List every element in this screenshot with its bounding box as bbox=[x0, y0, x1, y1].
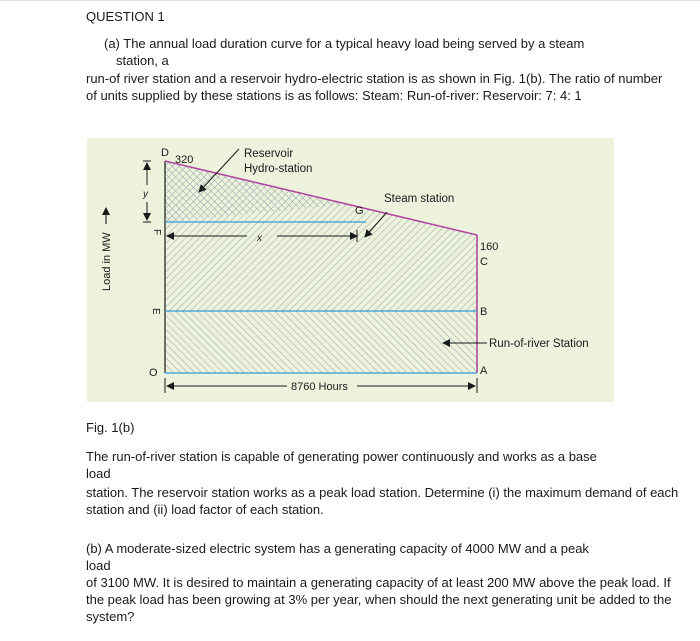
part-a-line1: (a) The annual load duration curve for a typical heavy load being served by a steam bbox=[104, 36, 585, 51]
peak-value-label: 320 bbox=[175, 154, 194, 166]
point-a-label: A bbox=[480, 365, 488, 377]
top-border bbox=[0, 0, 700, 1]
point-e-label: E bbox=[150, 308, 161, 315]
reservoir-label-line1: Reservoir bbox=[244, 148, 294, 160]
part-a-body: run-of river station and a reservoir hydro-electric station is as shown in Fig. 1(b). The ratio of number of units supplied by these stations is as follows: Steam: Run-of-river: Reservoir: 7: 4: 1 bbox=[86, 71, 663, 103]
point-d-label: D bbox=[161, 147, 169, 159]
part-a-line2: station, a bbox=[116, 53, 169, 68]
x-symbol: x bbox=[257, 233, 262, 244]
y-axis-label: Load in MW bbox=[101, 232, 113, 291]
run-of-river-paragraph-line1: The run-of-river station is capable of generating power continuously and works as a base bbox=[86, 449, 597, 464]
part-b-line1: (b) A moderate-sized electric system has a generating capacity of 4000 MW and a peak bbox=[86, 541, 589, 556]
point-g-label: G bbox=[355, 205, 364, 217]
question-title: QUESTION 1 bbox=[86, 9, 165, 24]
run-of-river-label: Run-of-river Station bbox=[489, 338, 589, 350]
run-of-river-paragraph-line2: load bbox=[86, 466, 111, 481]
point-c-label: C bbox=[480, 256, 488, 268]
part-b-line2: load bbox=[86, 558, 111, 573]
run-of-river-region bbox=[165, 311, 477, 373]
end-value-label: 160 bbox=[480, 241, 499, 253]
figure-caption: Fig. 1(b) bbox=[86, 420, 135, 435]
hours-label: 8760 Hours bbox=[291, 381, 348, 393]
point-f-label: F bbox=[151, 229, 162, 236]
point-o-label: O bbox=[149, 367, 158, 379]
steam-label: Steam station bbox=[384, 193, 455, 205]
load-duration-diagram bbox=[87, 138, 614, 402]
point-b-label: B bbox=[480, 306, 488, 318]
run-of-river-paragraph-line3: station. The reservoir station works as a peak load station. Determine (i) the maximum demand of each station and (ii) load factor of each station. bbox=[86, 485, 679, 517]
reservoir-label-line2: Hydro-station bbox=[244, 163, 313, 175]
part-b-line3: of 3100 MW. It is desired to maintain a generating capacity of at least 200 MW above the peak load. If the peak load has been growing at 3% per year, when should the next generating unit be added to the system? bbox=[86, 575, 672, 624]
y-symbol: y bbox=[143, 189, 148, 200]
load-duration-figure bbox=[87, 138, 614, 402]
